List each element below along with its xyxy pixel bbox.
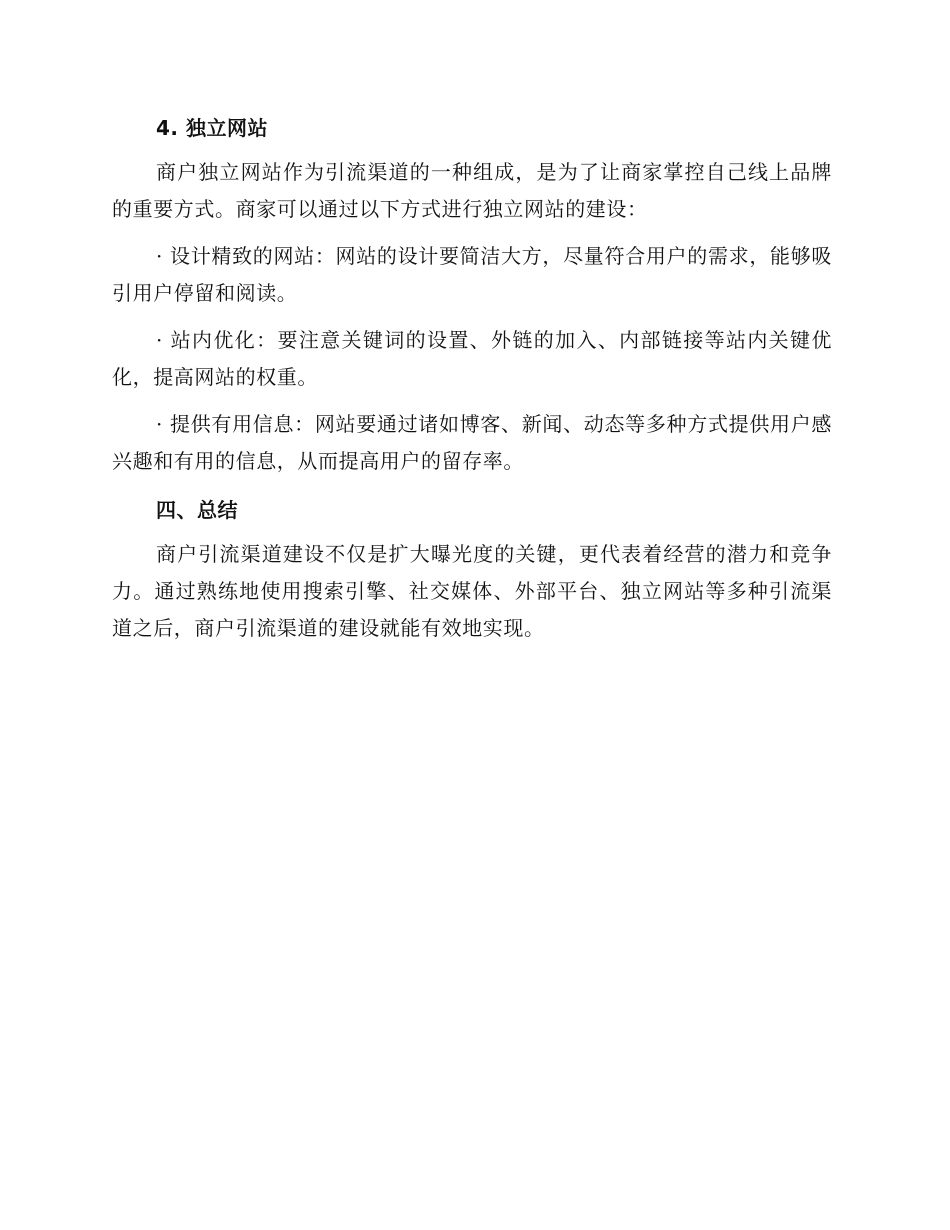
intro-paragraph: 商户独立网站作为引流渠道的一种组成，是为了让商家掌控自己线上品牌的重要方式。商家可以通过以下方式进行独立网站的建设：: [112, 160, 832, 221]
section-heading-independent-website: 4. 独立网站: [156, 116, 268, 140]
bullet-paragraph-design: · 设计精致的网站：网站的设计要简洁大方，尽量符合用户的需求，能够吸引用户停留和阅读。: [112, 244, 832, 305]
summary-paragraph: 商户引流渠道建设不仅是扩大曝光度的关键，更代表着经营的潜力和竞争力。通过熟练地使用搜索引擎、社交媒体、外部平台、独立网站等多种引流渠道之后，商户引流渠道的建设就能有效地实现。: [112, 542, 832, 640]
section-heading-summary: 四、总结: [156, 498, 238, 522]
bullet-paragraph-onsite-optimization: · 站内优化：要注意关键词的设置、外链的加入、内部链接等站内关键优化，提高网站的权重。: [112, 328, 832, 389]
document-body: [112, 108, 832, 657]
bullet-paragraph-useful-info: · 提供有用信息：网站要通过诸如博客、新闻、动态等多种方式提供用户感兴趣和有用的信息，从而提高用户的留存率。: [112, 412, 832, 473]
